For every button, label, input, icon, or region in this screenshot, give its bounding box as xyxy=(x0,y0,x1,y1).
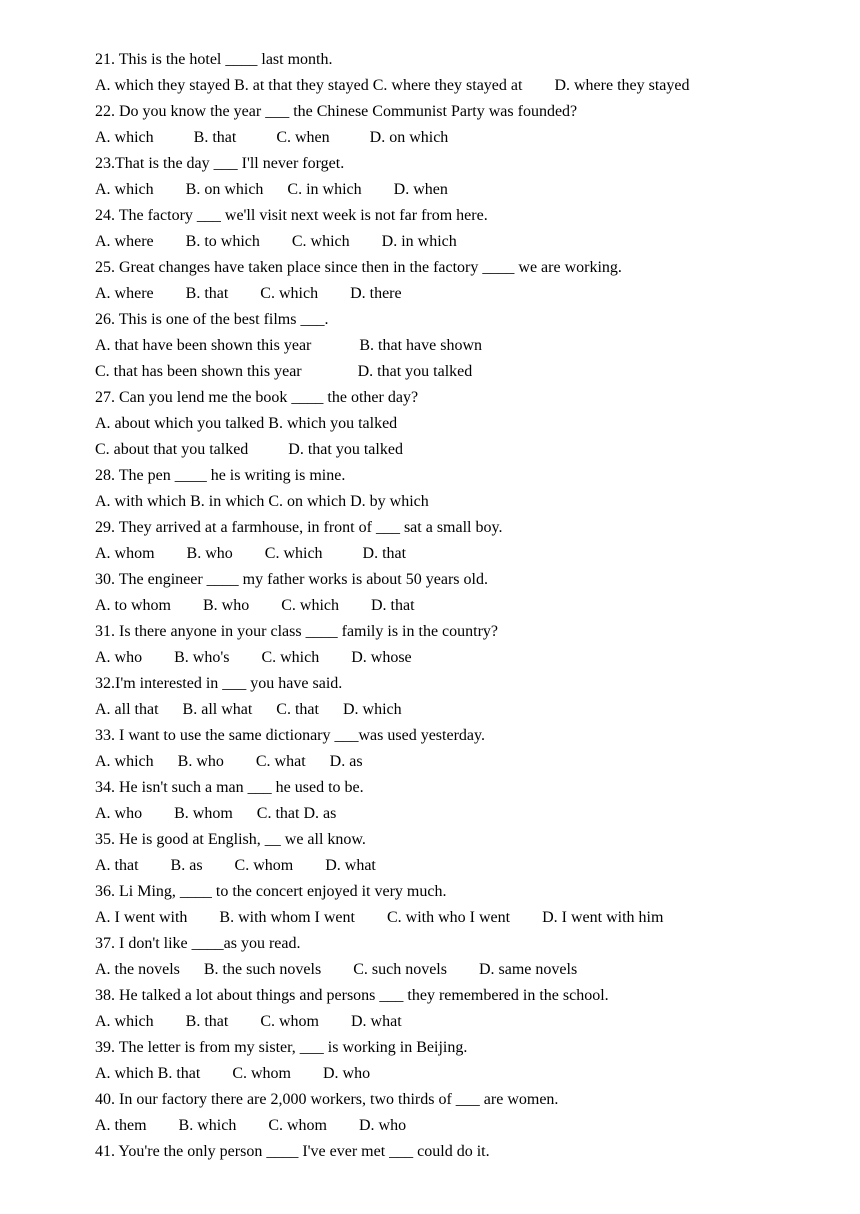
question-line: 24. The factory ___ we'll visit next week is not far from here. xyxy=(95,207,488,224)
options-line: A. with which B. in which C. on which D. by which xyxy=(95,493,429,510)
options-line: A. which B. who C. what D. as xyxy=(95,753,363,770)
question-line: 39. The letter is from my sister, ___ is working in Beijing. xyxy=(95,1039,468,1056)
options-line: A. that B. as C. whom D. what xyxy=(95,857,376,874)
question-line: 37. I don't like ____as you read. xyxy=(95,935,301,952)
options-line: A. which B. that C. whom D. what xyxy=(95,1013,402,1030)
question-line: 23.That is the day ___ I'll never forget. xyxy=(95,155,345,172)
question-line: A. about which you talked B. which you talked xyxy=(95,415,398,432)
question-line: 31. Is there anyone in your class ____ family is in the country? xyxy=(95,623,499,640)
options-line: A. the novels B. the such novels C. such novels D. same novels xyxy=(95,961,578,978)
question-line: 34. He isn't such a man ___ he used to be. xyxy=(95,779,364,796)
options-line: A. all that B. all what C. that D. which xyxy=(95,701,402,718)
question-line: 25. Great changes have taken place since then in the factory ____ we are working. xyxy=(95,259,622,276)
options-line: A. which B. that C. whom D. who xyxy=(95,1065,371,1082)
question-line: 38. He talked a lot about things and persons ___ they remembered in the school. xyxy=(95,987,609,1004)
options-line: A. which B. that C. when D. on which xyxy=(95,129,449,146)
question-line: C. that has been shown this year D. that you talked xyxy=(95,363,473,380)
options-line: C. about that you talked D. that you talked xyxy=(95,441,403,458)
question-line: 41. You're the only person ____ I've ever met ___ could do it. xyxy=(95,1143,490,1160)
question-line: 29. They arrived at a farmhouse, in front of ___ sat a small boy. xyxy=(95,519,503,536)
options-line: A. which B. on which C. in which D. when xyxy=(95,181,448,198)
options-line: A. which they stayed B. at that they stayed C. where they stayed at D. where they stayed xyxy=(95,77,690,94)
question-line: 40. In our factory there are 2,000 workers, two thirds of ___ are women. xyxy=(95,1091,559,1108)
options-line: A. who B. who's C. which D. whose xyxy=(95,649,412,666)
question-line: 22. Do you know the year ___ the Chinese Communist Party was founded? xyxy=(95,103,578,120)
question-line: 28. The pen ____ he is writing is mine. xyxy=(95,467,346,484)
options-line: A. them B. which C. whom D. who xyxy=(95,1117,407,1134)
options-line: A. who B. whom C. that D. as xyxy=(95,805,337,822)
options-line: A. where B. to which C. which D. in which xyxy=(95,233,457,250)
options-line: A. to whom B. who C. which D. that xyxy=(95,597,415,614)
question-line: 32.I'm interested in ___ you have said. xyxy=(95,675,343,692)
options-line: A. whom B. who C. which D. that xyxy=(95,545,407,562)
question-line: 30. The engineer ____ my father works is about 50 years old. xyxy=(95,571,488,588)
question-line: 36. Li Ming, ____ to the concert enjoyed it very much. xyxy=(95,883,447,900)
options-line: 27. Can you lend me the book ____ the other day? xyxy=(95,389,419,406)
question-line: 21. This is the hotel ____ last month. xyxy=(95,51,333,68)
options-line: A. that have been shown this year B. that have shown xyxy=(95,337,483,354)
options-line: A. I went with B. with whom I went C. with who I went D. I went with him xyxy=(95,909,664,926)
question-line: 35. He is good at English, __ we all know. xyxy=(95,831,366,848)
question-line: 26. This is one of the best films ___. xyxy=(95,311,329,328)
question-line: 33. I want to use the same dictionary ___was used yesterday. xyxy=(95,727,485,744)
options-line: A. where B. that C. which D. there xyxy=(95,285,402,302)
